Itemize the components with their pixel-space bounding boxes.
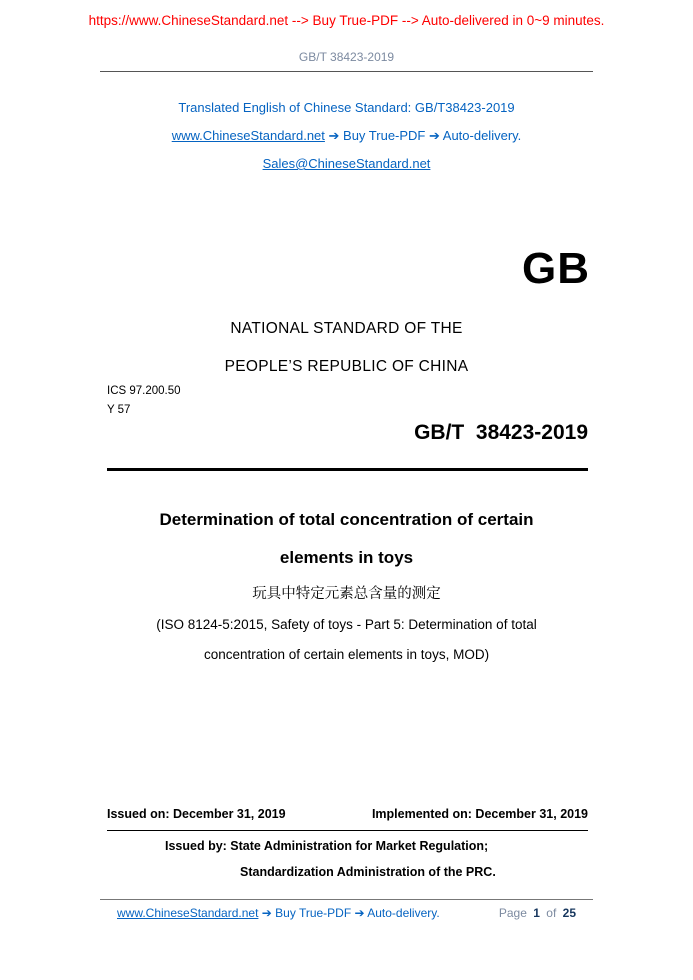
page-indicator — [496, 906, 576, 920]
national-standard-line2: PEOPLE’S REPUBLIC OF CHINA — [224, 358, 469, 375]
masthead-divider — [107, 468, 588, 471]
issued-by-line1: Issued by: State Administration for Market Regulation; — [165, 839, 489, 853]
page-label: Page — [498, 906, 527, 920]
title-line2: elements in toys — [279, 548, 414, 567]
buy-link-line — [0, 128, 693, 144]
footer-site-link[interactable]: www.ChineseStandard.net — [117, 906, 259, 920]
y-code: Y 57 — [107, 404, 131, 416]
header-doc-code: GB/T 38423-2019 — [298, 50, 395, 64]
of-label: of — [546, 906, 557, 920]
page-number: 1 — [533, 906, 540, 920]
buy-link-rest: ➔ Buy True-PDF ➔ Auto-delivery. — [324, 128, 522, 143]
email-link[interactable]: Sales@ChineseStandard.net — [262, 156, 431, 171]
gb-logo: GB — [522, 244, 590, 293]
national-standard-line1: NATIONAL STANDARD OF THE — [230, 320, 463, 337]
standard-code: GB/T 38423-2019 — [414, 421, 588, 444]
issued-by-line2: Standardization Administration of the PRC. — [240, 865, 496, 879]
title-chinese: 玩具中特定元素总含量的测定 — [252, 586, 441, 602]
issued-on-date: Issued on: December 31, 2019 — [107, 807, 286, 821]
footer-link-rest: ➔ Buy True-PDF ➔ Auto-delivery. — [258, 906, 440, 920]
total-pages: 25 — [562, 906, 576, 920]
issue-divider — [107, 830, 588, 831]
translated-line: Translated English of Chinese Standard: GB/T38423-2019 — [178, 100, 515, 115]
footer-divider — [100, 899, 593, 900]
title-line1: Determination of total concentration of certain — [159, 510, 534, 529]
ics-code: ICS 97.200.50 — [107, 385, 181, 397]
iso-reference-line2: concentration of certain elements in toys, MOD) — [203, 647, 490, 662]
issue-dates-row — [107, 807, 588, 821]
footer — [117, 906, 576, 920]
top-banner: https://www.ChineseStandard.net --> Buy True-PDF --> Auto-delivered in 0~9 minutes. — [88, 13, 605, 28]
site-link[interactable]: www.ChineseStandard.net — [171, 128, 325, 143]
email-line — [0, 156, 693, 171]
footer-link-line — [117, 906, 440, 920]
implemented-on-date: Implemented on: December 31, 2019 — [371, 807, 588, 821]
iso-reference-line1: (ISO 8124-5:2015, Safety of toys - Part 5: Determination of total — [156, 617, 537, 632]
header-divider — [100, 71, 593, 72]
